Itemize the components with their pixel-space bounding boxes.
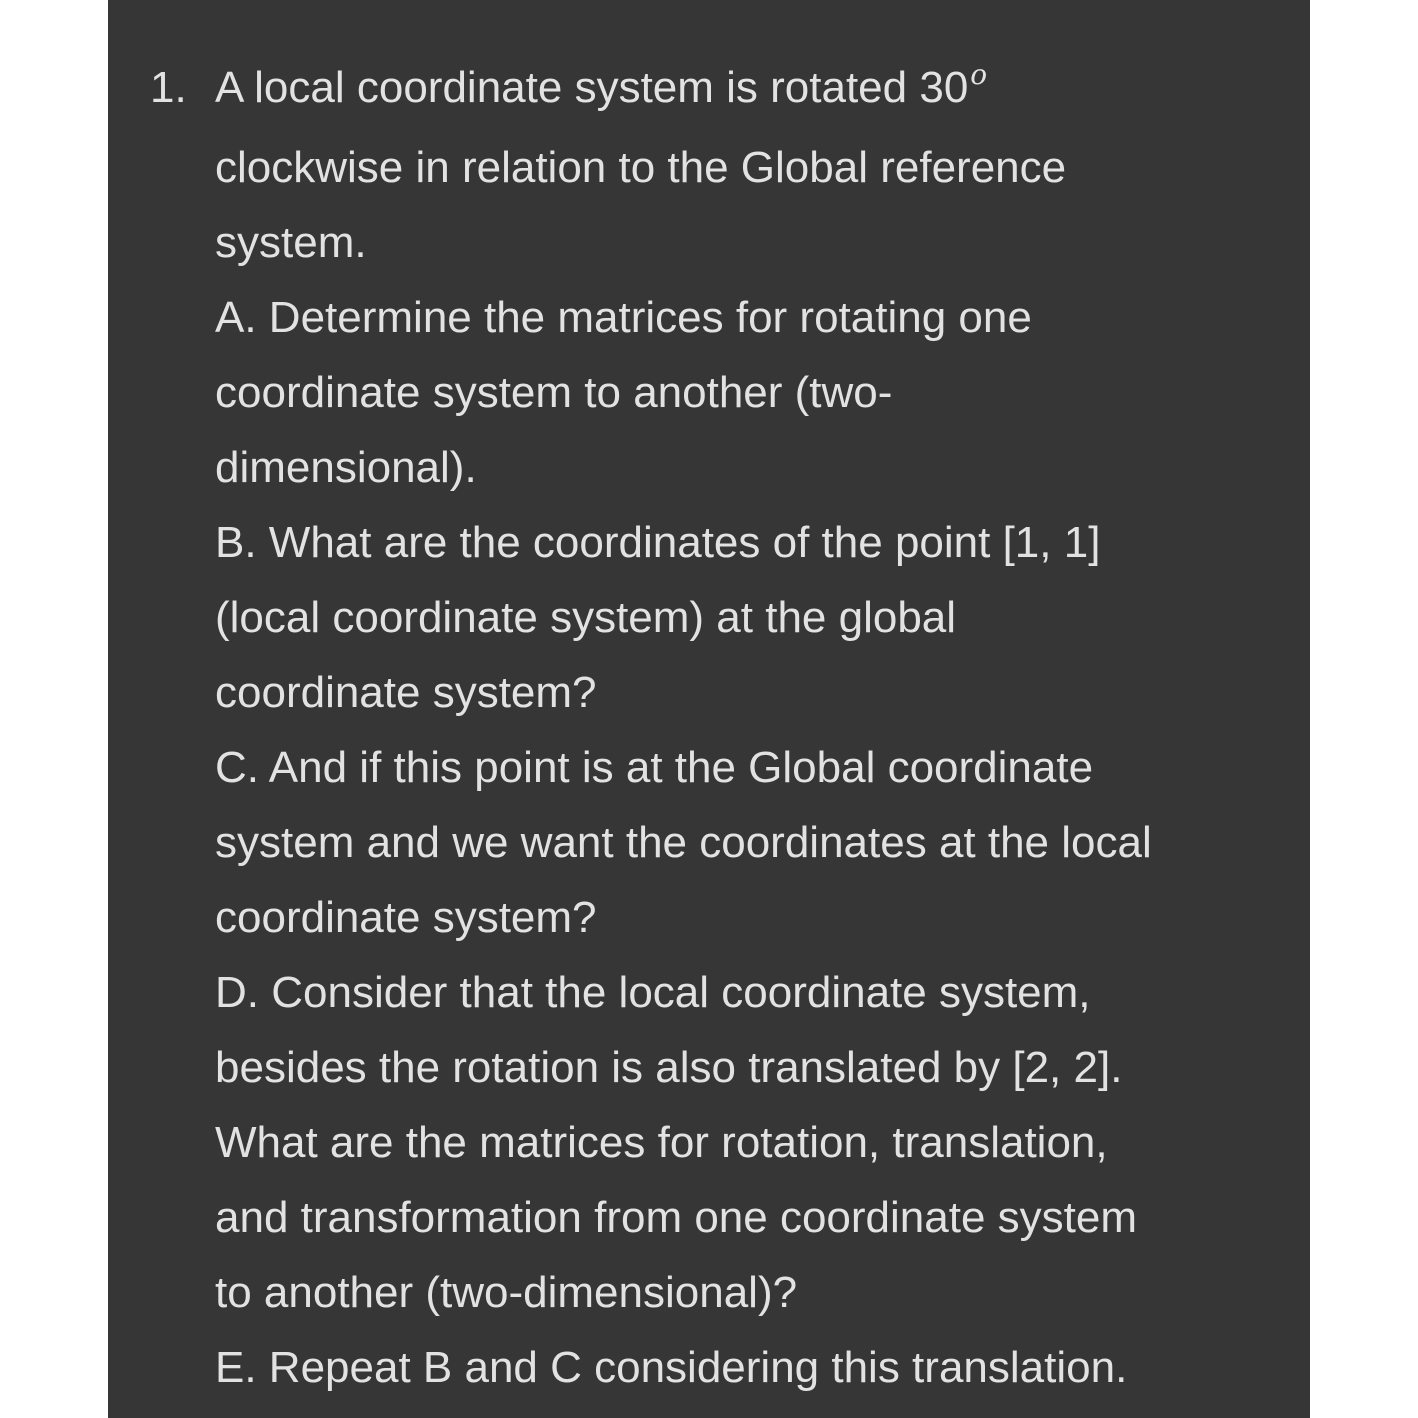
part-d-line-3: What are the matrices for rotation, translation,: [215, 1118, 1108, 1167]
part-c-line-3: coordinate system?: [215, 893, 597, 942]
part-b-line-2: (local coordinate system) at the global: [215, 593, 957, 642]
part-b-line-3: coordinate system?: [215, 668, 597, 717]
part-a-line-1: A. Determine the matrices for rotating one: [215, 293, 1032, 342]
intro-line-2: clockwise in relation to the Global reference: [215, 143, 1067, 192]
question-body: [215, 50, 1275, 1405]
intro-line-3: system.: [215, 218, 367, 267]
part-c-line-2: system and we want the coordinates at the local: [215, 818, 1152, 867]
part-a-line-2: coordinate system to another (two-: [215, 368, 893, 417]
degree-superscript: o: [970, 58, 988, 91]
part-b-line-1: B. What are the coordinates of the point [1, 1]: [215, 518, 1101, 567]
part-c-line-1: C. And if this point is at the Global coordinate: [215, 743, 1094, 792]
part-d-line-1: D. Consider that the local coordinate system,: [215, 968, 1091, 1017]
part-a-line-3: dimensional).: [215, 443, 477, 492]
part-d-line-5: to another (two-dimensional)?: [215, 1268, 798, 1317]
part-d-line-4: and transformation from one coordinate system: [215, 1193, 1138, 1242]
intro-text: A local coordinate system is rotated 30: [215, 63, 969, 112]
part-d-line-2: besides the rotation is also translated by [2, 2].: [215, 1043, 1123, 1092]
question-panel: [108, 0, 1310, 1418]
intro-line-1: [215, 50, 1275, 130]
part-e-line-1: E. Repeat B and C considering this translation.: [215, 1343, 1128, 1392]
question-number: 1.: [150, 63, 187, 112]
